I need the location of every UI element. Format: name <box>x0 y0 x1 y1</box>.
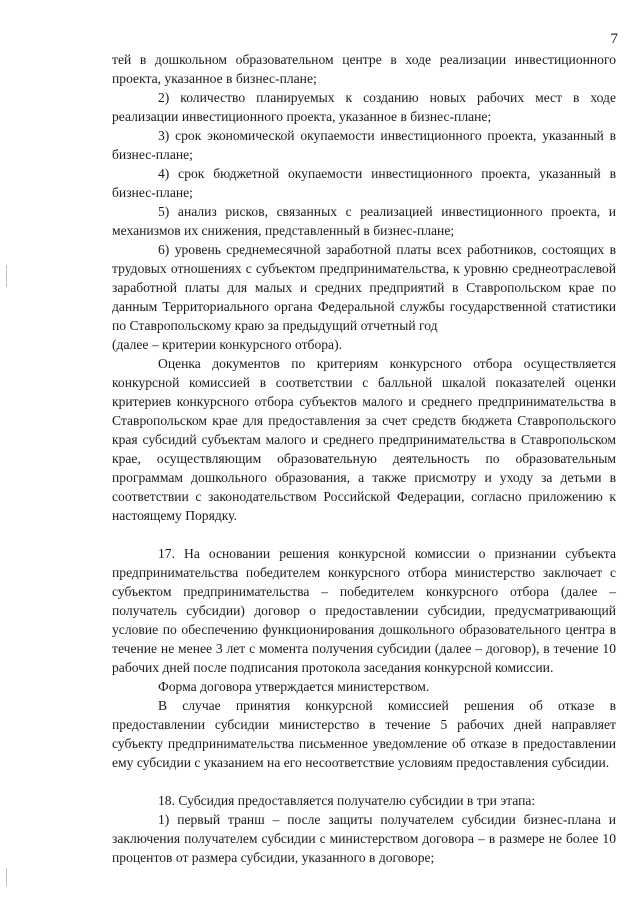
list-item-4: 4) срок бюджетной окупаемости инвестиционного проекта, указанный в бизнес-плане; <box>112 166 616 200</box>
scan-mark-left-bottom <box>6 868 7 886</box>
list-item-5: 5) анализ рисков, связанных с реализацией инвестиционного проекта, и механизмов их снижения, представленный в бизнес-плане; <box>112 204 616 238</box>
list-item-3: 3) срок экономической окупаемости инвестиционного проекта, указанный в бизнес-плане; <box>112 128 616 162</box>
scan-mark-left-top <box>6 265 7 287</box>
paragraph-continuation: тей в дошкольном образовательном центре в ходе реализации инвестиционного проекта, указанное в бизнес-плане; <box>112 52 616 86</box>
tranche-1-paragraph: 1) первый транш – после защиты получателем субсидии бизнес-плана и заключения получателем субсидии с министерством договора – в размере не более 10 процентов от размера субсидии, указанного в договоре; <box>112 812 616 865</box>
contract-form-paragraph: Форма договора утверждается министерством. <box>158 679 430 694</box>
list-item-2: 2) количество планируемых к созданию новых рабочих мест в ходе реализации инвестиционного проекта, указанное в бизнес-плане; <box>112 90 616 124</box>
section-18-paragraph: 18. Субсидия предоставляется получателю субсидии в три этапа: <box>158 793 536 808</box>
criteria-note: (далее – критерии конкурсного отбора). <box>112 337 342 352</box>
list-item-6: 6) уровень среднемесячной заработной платы всех работников, состоящих в трудовых отношениях с субъектом предпринимательства, к уровню среднеотраслевой заработной платы для малых и средних предприятий в Ставропольском крае по данным Территориального органа Федеральной службы государственной статистики по Ставропольскому краю за предыдущий отчетный год <box>112 242 616 333</box>
document-body <box>112 50 616 867</box>
section-17-paragraph: 17. На основании решения конкурсной комиссии о признании субъекта предпринимательства победителем конкурсного отбора министерство заключает с субъектом предпринимательства – победителем конкурсного отбора (далее – получатель субсидии) договор о предоставлении субсидии, предусматривающий условие по обеспечению функционирования дошкольного образовательного центра в течение не менее 3 лет с момента получения субсидии (далее – договор), в течение 10 рабочих дней после подписания протокола заседания конкурсной комиссии. <box>112 546 616 675</box>
refusal-paragraph: В случае принятия конкурсной комиссией решения об отказе в предоставлении субсидии министерство в течение 5 рабочих дней направляет субъекту предпринимательства письменное уведомление об отказе в предоставлении ему субсидии с указанием на его несоответствие условиям предоставления субсидии. <box>112 698 616 770</box>
page-number: 7 <box>610 31 618 47</box>
evaluation-paragraph: Оценка документов по критериям конкурсного отбора осуществляется конкурсной комиссией в соответствии с балльной шкалой показателей оценки критериев конкурсного отбора субъектов малого и среднего предпринимательства в Ставропольском крае для предоставления за счет средств бюджета Ставропольского края субсидий субъектам малого и среднего предпринимательства в Ставропольском крае, осуществляющим образовательную деятельность по образовательным программам дошкольного образования, а также присмотру и уходу за детьми в соответствии с законодательством Российской Федерации, согласно приложению к настоящему Порядку. <box>112 356 616 523</box>
